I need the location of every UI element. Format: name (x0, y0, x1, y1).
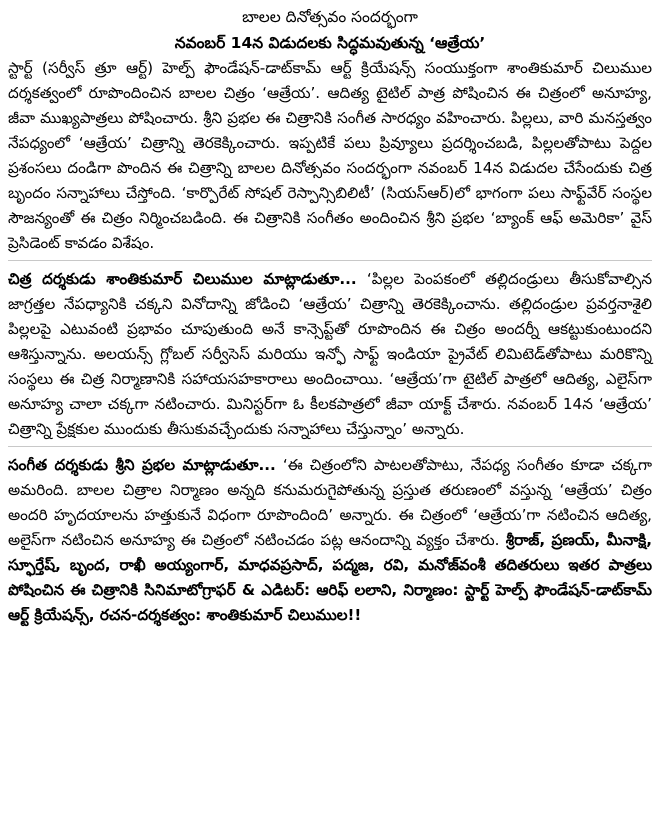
director-quote-lead: చిత్ర దర్శకుడు శాంతికుమార్ చిలుముల మాట్లాడుతూ... (8, 270, 357, 288)
paragraph-intro (8, 56, 652, 256)
paragraph-music-director (8, 453, 652, 628)
director-quote-text: ‘పిల్లల పెంపకంలో తల్లిదండ్రులు తీసుకోవాల్సిన జాగ్రత్తల నేపధ్యానికి చక్కని వినోదాన్ని జోడించి ‘ఆత్రేయ’ చిత్రాన్ని తెరకెక్కించాను. తల్లిదండ్రుల ప్రవర్తనాశైలి పిల్లలపై ఎటువంటి ప్రభావం చూపుతుంది అనే కాన్సెప్ట్‌తో రూపొందిన ఈ చిత్రం అందర్నీ ఆకట్టుకుంటుందని ఆశిస్తున్నాను. అలయన్స్ గ్లోబల్ సర్వీసెస్ మరియు ఇన్ఫో సాఫ్ట్ ఇండియా ప్రైవేట్ లిమిటెడ్‌తోపాటు మరికొన్ని సంస్థలు ఈ చిత్ర నిర్మాణానికి సహాయసహకారాలు అందించాయి. ‘ఆత్రేయ’గా టైటిల్ పాత్రలో ఆదిత్య, ఎలైస్‌గా అనూహ్య చాలా చక్కగా నటించారు. మినిస్టర్‌గా ఓ కీలకపాత్రలో జీవా యాక్ట్ చేశారు. నవంబర్ 14న ‘ఆత్రేయ’ చిత్రాన్ని ప్రేక్షకుల ముందుకు తీసుకువచ్చేందుకు సన్నాహాలు చేస్తున్నాం’ అన్నారు. (8, 270, 652, 438)
divider (8, 260, 652, 261)
headline-line-2: నవంబర్ 14న విడుదలకు సిద్ధమవుతున్న ‘ఆత్రేయ’ (174, 34, 486, 52)
headline-line-1: బాలల దినోత్సవం సందర్భంగా (242, 8, 418, 26)
cast-and-credits: శ్రీరాజ్, ప్రణయ్, మీనాక్షి, స్ఫూర్తేష్, బృంద, రాఖీ అయ్యంగార్, మాధవప్రసాద్, పద్మజ, రవి, మనోజ్‌వంశీ తదితరులు ఇతర పాత్రలు పోషించిన ఈ చిత్రానికి సినిమాటోగ్రాఫర్ & ఎడిటర్: ఆరిఫ్ లలాని, నిర్మాణం: స్టార్ట్ హెల్ప్ ఫౌండేషన్-డాట్‌కామ్ ఆర్ట్ క్రియేషన్స్, రచన-దర్శకత్వం: శాంతికుమార్ చిలుముల!! (8, 531, 652, 624)
music-director-quote-lead: సంగీత దర్శకుడు శ్రీని ప్రభల మాట్లాడుతూ... (8, 456, 276, 474)
paragraph-intro-text: స్టార్ట్ (సర్వీస్ త్రూ ఆర్ట్) హెల్ప్ ఫౌండేషన్-డాట్‌కామ్ ఆర్ట్ క్రియేషన్స్ సంయుక్తంగా శాంతికుమార్ చిలుముల దర్శకత్వంలో రూపొందించిన బాలల చిత్రం ‘ఆత్రేయ’. ఆదిత్య టైటిల్ పాత్ర పోషించిన ఈ చిత్రంలో అనూహ్య, జీవా ముఖ్యపాత్రలు పోషించారు. శ్రీని ప్రభల ఈ చిత్రానికి సంగీత సారధ్యం వహించారు. పిల్లలు, వారి మనస్తత్వం నేపధ్యంలో ‘ఆత్రేయ’ చిత్రాన్ని తెరకెక్కించారు. ఇప్పటికే పలు ప్రివ్యూలు ప్రదర్శించబడి, పిల్లలతోపాటు పెద్దల ప్రశంసలు దండిగా పొందిన ఈ చిత్రాన్ని బాలల దినోత్సవం సందర్భంగా నవంబర్ 14న విడుదల చేసేందుకు చిత్ర బృందం సన్నాహాలు చేస్తోంది. ‘కార్పొరేట్ సోషల్ రెస్పాన్సిబిలిటీ’ (సియస్ఆర్)లో భాగంగా పలు సాఫ్ట్‌వేర్ సంస్థల సౌజన్యంతో ఈ చిత్రం నిర్మించబడింది. ఈ చిత్రానికి సంగీతం అందించిన శ్రీని ప్రభల ‘బ్యాంక్ ఆఫ్ అమెరికా’ వైస్ ప్రెసిడెంట్ కావడం విశేషం. (8, 59, 652, 252)
music-director-quote-text: ‘ఈ చిత్రంలోని పాటలతోపాటు, నేపధ్య సంగీతం కూడా చక్కగా అమరింది. బాలల చిత్రాల నిర్మాణం అన్నది కనుమరుగైపోతున్న ప్రస్తుత తరుణంలో వస్తున్న ‘ఆత్రేయ’ చిత్రం అందరి హృదయాలను హత్తుకునే విధంగా రూపొందింది’ అన్నారు. ఈ చిత్రంలో ‘ఆత్రేయ’గా నటించిన ఆదిత్య, అలైస్‌గా నటించిన అనూహ్య ఈ చిత్రంలో నటించడం పట్ల ఆనందాన్ని వ్యక్తం చేశారు. (8, 456, 653, 549)
divider (8, 446, 652, 447)
paragraph-director (8, 267, 652, 442)
